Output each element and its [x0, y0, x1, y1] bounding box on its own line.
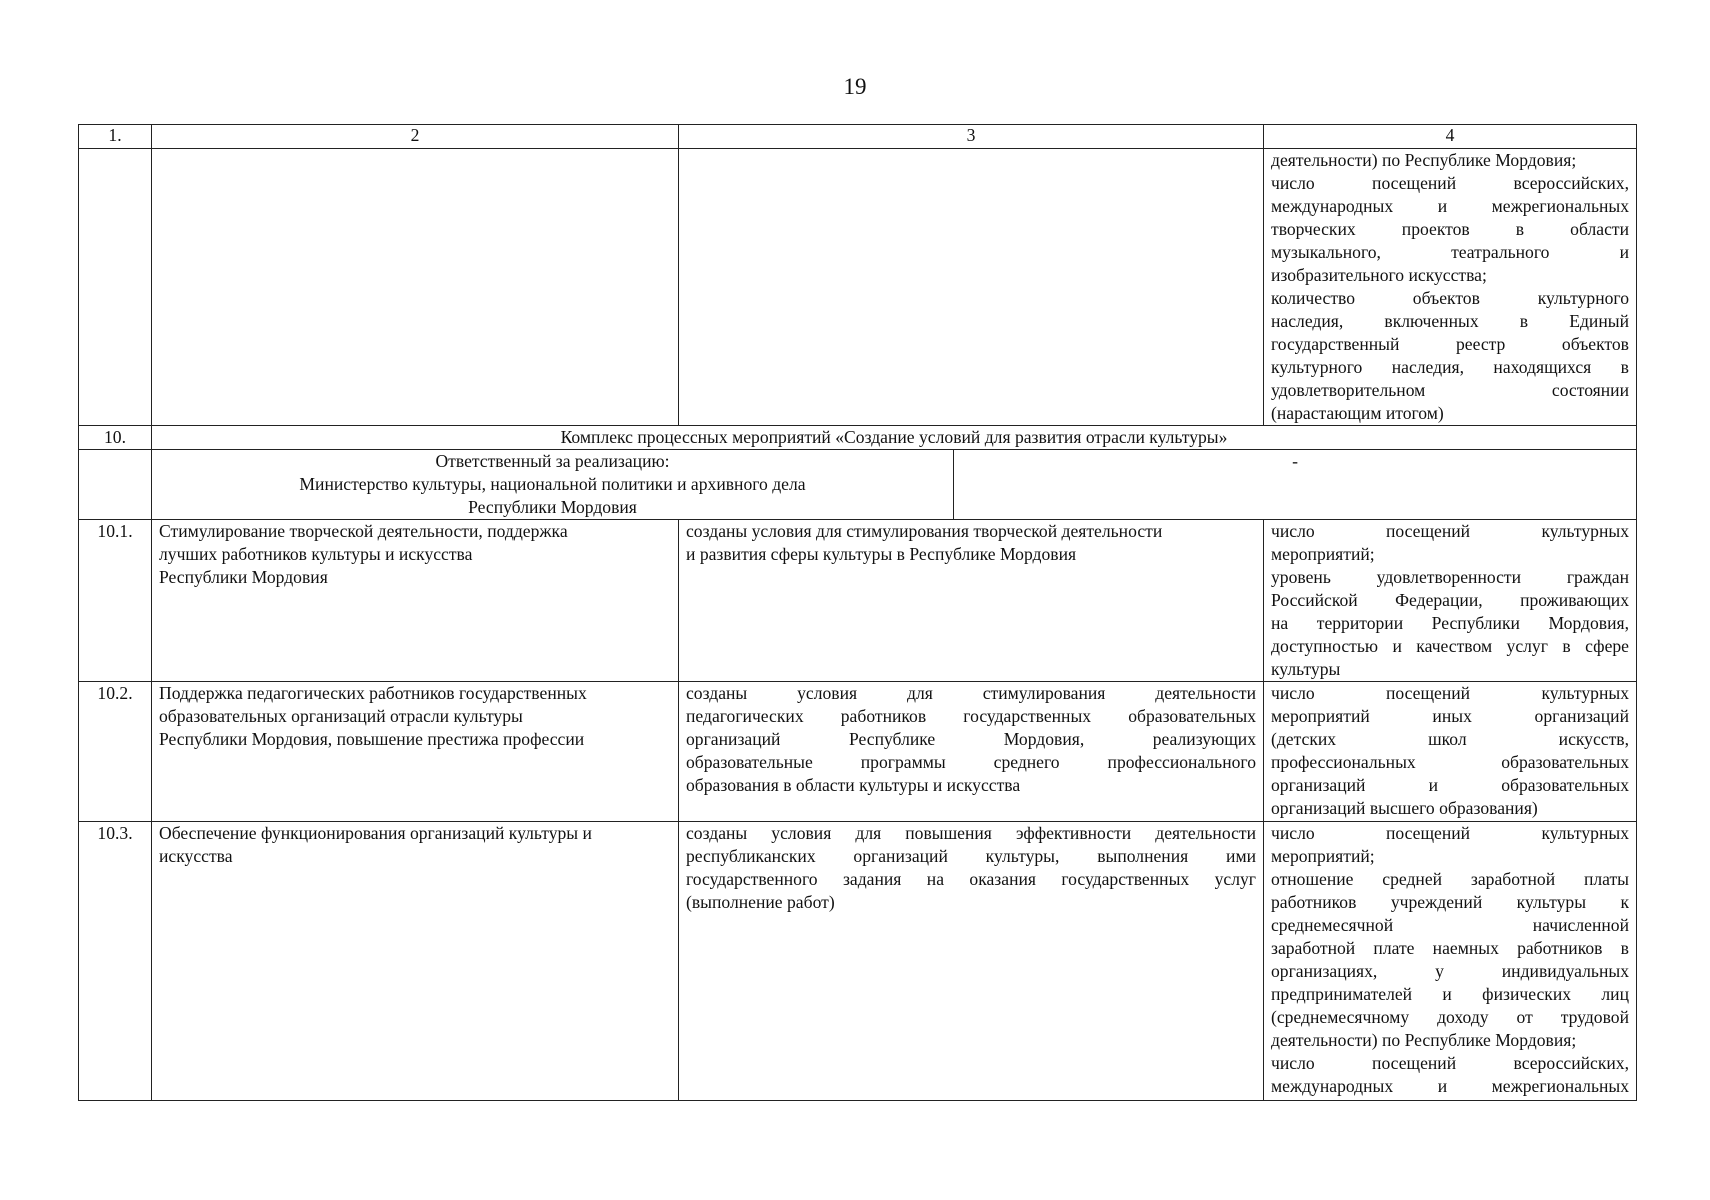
cell-line: республиканских организаций культуры, выполнения ими: [686, 846, 1256, 866]
cell-line: созданы условия для повышения эффективности деятельности: [686, 823, 1256, 843]
row-indicators: [1264, 822, 1637, 1101]
cell-line: организациях, у индивидуальных: [1271, 961, 1629, 981]
row-result: [679, 682, 1264, 822]
row-measure: [152, 822, 679, 1101]
continuation-col2: [152, 149, 679, 426]
cell-line: созданы условия для стимулирования творческой деятельности: [686, 521, 1163, 541]
cell-line: изобразительного искусства;: [1271, 265, 1487, 285]
responsible-line-2: Министерство культуры, национальной политики и архивного дела: [299, 474, 806, 494]
responsible-text: [152, 450, 954, 520]
row-number: 10.3.: [79, 822, 152, 1101]
cell-line: и развития сферы культуры в Республике Мордовия: [686, 544, 1077, 564]
cell-line: Республики Мордовия, повышение престижа профессии: [159, 729, 585, 749]
cell-line: отношение средней заработной платы: [1271, 869, 1629, 889]
cell-line: число посещений всероссийских,: [1271, 1053, 1629, 1073]
row-result: [679, 822, 1264, 1101]
cell-line: уровень удовлетворенности граждан: [1271, 567, 1629, 587]
header-row: [79, 125, 1637, 149]
cell-line: число посещений культурных: [1271, 521, 1629, 541]
cell-line: (детских школ искусств,: [1271, 729, 1629, 749]
cell-line: искусства: [159, 846, 233, 866]
cell-line: образования в области культуры и искусства: [686, 775, 1021, 795]
responsible-num: [79, 450, 152, 520]
cell-line: доступностью и качеством услуг в сфере: [1271, 636, 1629, 656]
page-number: 19: [843, 74, 867, 99]
cell-line: международных и межрегиональных: [1271, 1076, 1629, 1096]
cell-line: наследия, включенных в Единый: [1271, 311, 1629, 331]
cell-line: профессиональных образовательных: [1271, 752, 1629, 772]
cell-line: Стимулирование творческой деятельности, поддержка: [159, 521, 568, 541]
section-row: [79, 426, 1637, 450]
responsible-right: -: [954, 450, 1637, 520]
cell-line: среднемесячной начисленной: [1271, 915, 1629, 935]
cell-line: организаций высшего образования): [1271, 798, 1538, 818]
continuation-col4: [1264, 149, 1637, 426]
cell-line: культурного наследия, находящихся в: [1271, 357, 1629, 377]
cell-line: Республики Мордовия: [159, 567, 328, 587]
cell-line: предпринимателей и физических лиц: [1271, 984, 1629, 1004]
responsible-line-1: Ответственный за реализацию:: [435, 451, 670, 471]
cell-line: музыкального, театрального и: [1271, 242, 1629, 262]
cell-line: Обеспечение функционирования организаций культуры и: [159, 823, 592, 843]
table-row: [79, 822, 1637, 1101]
row-indicators: [1264, 520, 1637, 682]
cell-line: лучших работников культуры и искусства: [159, 544, 473, 564]
cell-line: педагогических работников государственных образовательных: [686, 706, 1256, 726]
cell-line: организаций Республике Мордовия, реализующих: [686, 729, 1256, 749]
cell-line: Российской Федерации, проживающих: [1271, 590, 1629, 610]
cell-line: государственный реестр объектов: [1271, 334, 1629, 354]
measures-table: [78, 124, 1637, 1101]
responsible-row: [79, 450, 1637, 520]
responsible-line-3: Республики Мордовия: [468, 497, 637, 517]
cell-line: Поддержка педагогических работников государственных: [159, 683, 587, 703]
cell-line: число посещений культурных: [1271, 823, 1629, 843]
row-measure: [152, 520, 679, 682]
cell-line: мероприятий;: [1271, 544, 1375, 564]
continuation-col3: [679, 149, 1264, 426]
cell-line: деятельности) по Республике Мордовия;: [1271, 150, 1577, 170]
cell-line: (нарастающим итогом): [1271, 403, 1444, 423]
cell-line: созданы условия для стимулирования деятельности: [686, 683, 1256, 703]
cell-line: число посещений культурных: [1271, 683, 1629, 703]
row-measure: [152, 682, 679, 822]
cell-line: государственного задания на оказания государственных услуг: [686, 869, 1256, 889]
cell-line: удовлетворительном состоянии: [1271, 380, 1629, 400]
cell-line: количество объектов культурного: [1271, 288, 1629, 308]
cell-line: организаций и образовательных: [1271, 775, 1629, 795]
cell-line: мероприятий иных организаций: [1271, 706, 1629, 726]
header-col-1: 1.: [79, 125, 152, 149]
row-result: [679, 520, 1264, 682]
cell-line: число посещений всероссийских,: [1271, 173, 1629, 193]
cell-line: работников учреждений культуры к: [1271, 892, 1629, 912]
cell-line: деятельности) по Республике Мордовия;: [1271, 1030, 1577, 1050]
continuation-num: [79, 149, 152, 426]
header-col-3: 3: [679, 125, 1264, 149]
row-number: 10.1.: [79, 520, 152, 682]
table-row: [79, 682, 1637, 822]
cell-line: образовательных организаций отрасли культуры: [159, 706, 523, 726]
row-indicators: [1264, 682, 1637, 822]
section-title: Комплекс процессных мероприятий «Создание условий для развития отрасли культуры»: [152, 426, 1637, 450]
cell-line: образовательные программы среднего профессионального: [686, 752, 1256, 772]
section-number: 10.: [79, 426, 152, 450]
cell-line: (выполнение работ): [686, 892, 835, 912]
continuation-row: [79, 149, 1637, 426]
cell-line: на территории Республики Мордовия,: [1271, 613, 1629, 633]
row-number: 10.2.: [79, 682, 152, 822]
cell-line: мероприятий;: [1271, 846, 1375, 866]
cell-line: культуры: [1271, 659, 1341, 679]
cell-line: заработной плате наемных работников в: [1271, 938, 1629, 958]
table-row: [79, 520, 1637, 682]
cell-line: (среднемесячному доходу от трудовой: [1271, 1007, 1629, 1027]
header-col-4: 4: [1264, 125, 1637, 149]
cell-line: творческих проектов в области: [1271, 219, 1629, 239]
header-col-2: 2: [152, 125, 679, 149]
cell-line: международных и межрегиональных: [1271, 196, 1629, 216]
